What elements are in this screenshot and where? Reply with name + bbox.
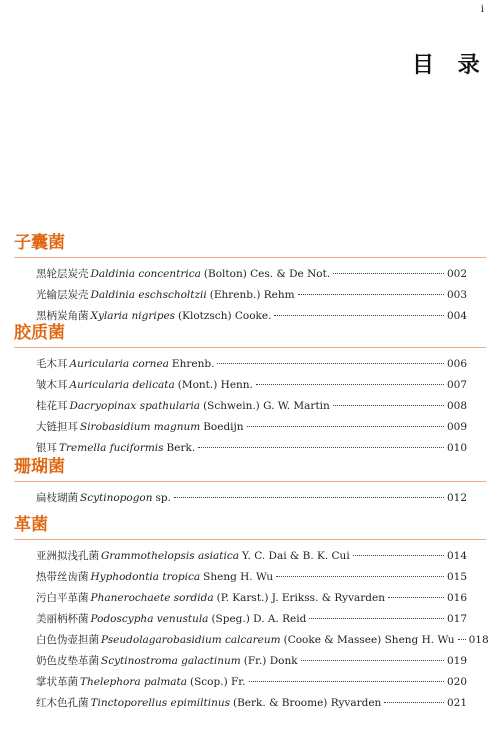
entry-page-number: 016: [446, 592, 467, 604]
entry-scientific-name: Auricularia cornea: [69, 358, 169, 370]
entry-chinese-name: 白色伪壶担菌: [36, 634, 99, 646]
entry-chinese-name: 红木色孔菌: [36, 697, 89, 709]
entry-author: (P. Karst.) J. Erikss. & Ryvarden: [216, 592, 385, 604]
entry-author: (Klotzsch) Cooke.: [178, 310, 272, 322]
dot-leader: [249, 680, 444, 682]
toc-entry: [36, 396, 467, 417]
entry-chinese-name: 热带丝齿菌: [36, 571, 89, 583]
dot-leader: [274, 314, 443, 316]
entry-scientific-name: Sirobasidium magnum: [80, 421, 201, 433]
section-jelly-fungi: [0, 322, 500, 459]
dot-leader: [217, 362, 444, 364]
entry-scientific-name: Scytinostroma galactinum: [101, 655, 241, 667]
page-number: i: [480, 4, 484, 15]
dot-leader: [333, 272, 444, 274]
toc-entry: [36, 672, 467, 693]
toc-entry: [36, 375, 467, 396]
entry-scientific-name: Tremella fuciformis: [59, 442, 164, 454]
section-divider: [14, 347, 486, 348]
toc-entry: [36, 546, 467, 567]
entry-page-number: 010: [446, 442, 467, 454]
entry-chinese-name: 污白平革菌: [36, 592, 89, 604]
entry-scientific-name: Hyphodontia tropica: [90, 571, 201, 583]
dot-leader: [198, 446, 444, 448]
entry-author: Berk.: [166, 442, 196, 454]
entry-author: (Bolton) Ces. & De Not.: [203, 268, 331, 280]
toc-entry: [36, 354, 467, 375]
entry-author: Sheng H. Wu: [203, 571, 274, 583]
entry-page-number: 020: [446, 676, 467, 688]
dot-leader: [174, 496, 444, 498]
entry-author: (Scop.) Fr.: [190, 676, 246, 688]
entry-chinese-name: 美丽柄杯菌: [36, 613, 89, 625]
entry-scientific-name: Scytinopogon: [80, 492, 153, 504]
entry-chinese-name: 皱木耳: [36, 379, 68, 391]
toc-entry: [36, 285, 467, 306]
toc-entry: [36, 630, 489, 651]
entry-author: (Mont.) Henn.: [177, 379, 253, 391]
toc-entry: [36, 651, 467, 672]
section-header: 胶质菌: [14, 323, 65, 343]
section-coral-fungi: [0, 456, 500, 509]
toc-entry: [36, 609, 467, 630]
entry-author: (Cooke & Massee) Sheng H. Wu: [283, 634, 455, 646]
dot-leader: [458, 638, 466, 640]
dot-leader: [353, 554, 444, 556]
section-header: 革菌: [14, 515, 48, 535]
entry-page-number: 006: [446, 358, 467, 370]
entry-scientific-name: Auricularia delicata: [69, 379, 175, 391]
entry-scientific-name: Daldinia concentrica: [90, 268, 201, 280]
entry-page-number: 021: [446, 697, 467, 709]
entry-author: (Ehrenb.) Rehm: [209, 289, 295, 301]
entry-page-number: 003: [446, 289, 467, 301]
entry-page-number: 008: [446, 400, 467, 412]
dot-leader: [333, 404, 444, 406]
entry-page-number: 017: [446, 613, 467, 625]
toc-entry: [36, 588, 467, 609]
entry-page-number: 018: [468, 634, 489, 646]
toc-entry: [36, 488, 467, 509]
entry-scientific-name: Daldinia eschscholtzii: [90, 289, 207, 301]
entry-page-number: 015: [446, 571, 467, 583]
entry-page-number: 019: [446, 655, 467, 667]
entry-author: (Berk. & Broome) Ryvarden: [232, 697, 382, 709]
entry-chinese-name: 光输层炭壳: [36, 289, 89, 301]
dot-leader: [247, 425, 444, 427]
page-title: 目 录: [412, 52, 488, 78]
entry-page-number: 004: [446, 310, 467, 322]
section-header: 子囊菌: [14, 233, 65, 253]
entry-scientific-name: Pseudolagarobasidium calcareum: [101, 634, 281, 646]
toc-entry: [36, 417, 467, 438]
toc-entry: [36, 567, 467, 588]
dot-leader: [298, 293, 444, 295]
entry-scientific-name: Tinctoporellus epimiltinus: [90, 697, 230, 709]
entry-chinese-name: 毛木耳: [36, 358, 68, 370]
entry-author: sp.: [155, 492, 171, 504]
entry-chinese-name: 奶色皮垫革菌: [36, 655, 99, 667]
entry-scientific-name: Dacryopinax spathularia: [69, 400, 201, 412]
entry-scientific-name: Xylaria nigripes: [90, 310, 176, 322]
dot-leader: [309, 617, 444, 619]
dot-leader: [276, 575, 444, 577]
entry-author: (Speg.) D. A. Reid: [211, 613, 307, 625]
entry-chinese-name: 亚洲拟浅孔菌: [36, 550, 99, 562]
section-divider: [14, 539, 486, 540]
entry-author: (Fr.) Donk: [243, 655, 298, 667]
entry-scientific-name: Grammothelopsis asiatica: [101, 550, 239, 562]
section-crust-fungi: [0, 514, 500, 714]
toc-entry: [36, 693, 467, 714]
section-divider: [14, 481, 486, 482]
entry-chinese-name: 大链担耳: [36, 421, 78, 433]
dot-leader: [388, 596, 444, 598]
entry-author: Y. C. Dai & B. K. Cui: [241, 550, 350, 562]
section-header: 珊瑚菌: [14, 457, 65, 477]
toc-entry: [36, 264, 467, 285]
entry-page-number: 007: [446, 379, 467, 391]
dot-leader: [384, 701, 444, 703]
section-divider: [14, 257, 486, 258]
entry-chinese-name: 桂花耳: [36, 400, 68, 412]
entry-scientific-name: Phanerochaete sordida: [90, 592, 214, 604]
entry-chinese-name: 扁枝瑚菌: [36, 492, 78, 504]
entry-author: Boedijn: [203, 421, 244, 433]
entry-scientific-name: Podoscypha venustula: [90, 613, 209, 625]
dot-leader: [301, 659, 444, 661]
entry-page-number: 002: [446, 268, 467, 280]
entry-page-number: 014: [446, 550, 467, 562]
entry-author: (Schwein.) G. W. Martin: [203, 400, 330, 412]
entry-chinese-name: 黑柄炭角菌: [36, 310, 89, 322]
entry-chinese-name: 银耳: [36, 442, 57, 454]
section-ascomycetes: [0, 232, 500, 327]
dot-leader: [256, 383, 444, 385]
entry-page-number: 012: [446, 492, 467, 504]
entry-author: Ehrenb.: [171, 358, 215, 370]
entry-chinese-name: 黑轮层炭壳: [36, 268, 89, 280]
entry-chinese-name: 掌状革菌: [36, 676, 78, 688]
entry-scientific-name: Thelephora palmata: [80, 676, 188, 688]
entry-page-number: 009: [446, 421, 467, 433]
